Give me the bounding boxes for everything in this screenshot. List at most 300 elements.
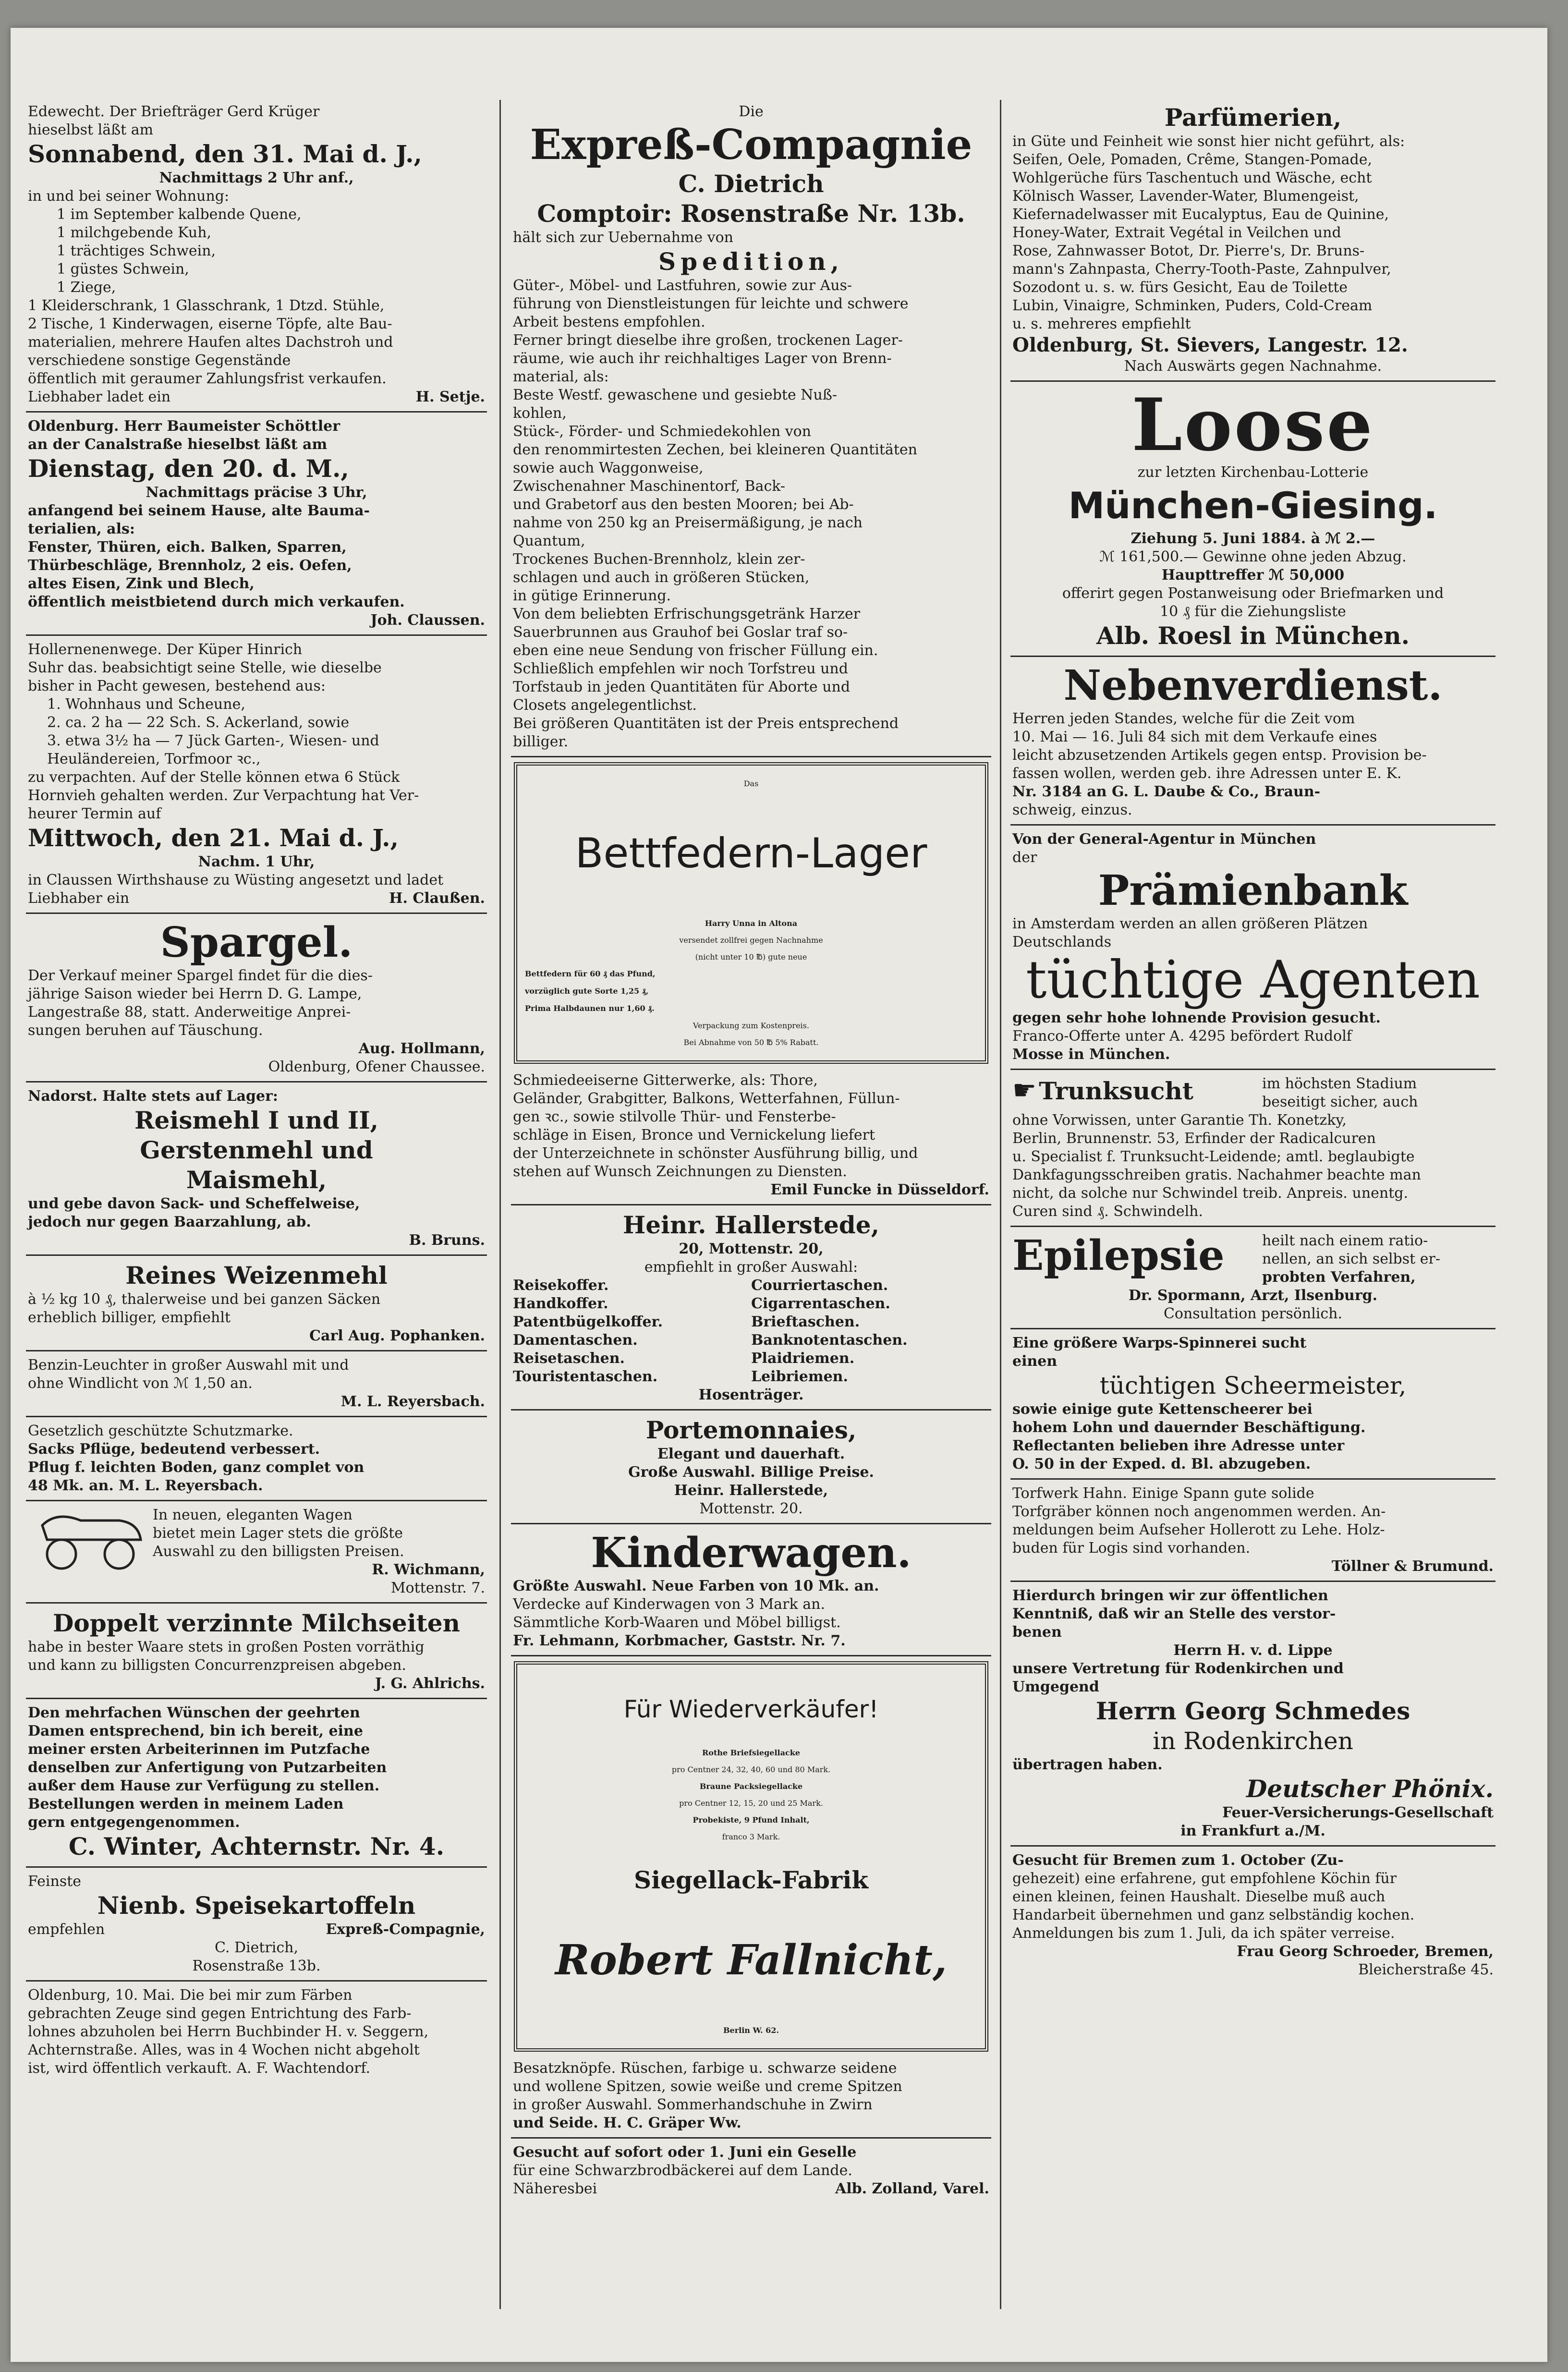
ad-line: in Güte und Feinheit wie sonst hier nicht geführt, als: xyxy=(1012,133,1405,150)
ad-line: Berlin, Brunnenstr. 53, Erfinder der Radicalcuren xyxy=(1012,1130,1376,1147)
ad-hallerstede xyxy=(511,1207,991,1411)
ad-line: zu verpachten. Auf der Stelle können etwa 6 Stück xyxy=(28,769,400,786)
ad-item: Heuländereien, Torfmoor ꝛc., xyxy=(47,751,261,767)
ad-item: Leibriemen. xyxy=(751,1368,848,1385)
ad-line: eben eine neue Sendung von frischer Füllung ein. xyxy=(513,642,878,659)
ad-edewecht xyxy=(26,100,487,413)
ad-line: nahme von 250 kg an Preisermäßigung, je nach xyxy=(513,514,863,531)
ad-express-compagnie xyxy=(511,100,991,757)
ad-line: ℳ 161,500.— Gewinne ohne jeden Abzug. xyxy=(1099,548,1407,565)
ad-line: und kann zu billigsten Concurrenzpreisen abgeben. xyxy=(28,1657,406,1674)
ad-line: Franco-Offerte unter A. 4295 befördert Rudolf xyxy=(1012,1028,1352,1045)
ad-line: Nachmittags präcise 3 Uhr, xyxy=(146,484,367,501)
ad-line: Der Verkauf meiner Spargel findet für die dies- xyxy=(28,967,373,984)
ad-item: 2. ca. 2 ha — 22 Sch. S. Ackerland, sowie xyxy=(47,714,350,731)
ad-title: Expreß-Compagnie xyxy=(530,121,972,169)
ad-line: hieselbst läßt am xyxy=(28,122,154,138)
ad-line: material, als: xyxy=(513,368,609,385)
ad-line: Bestellungen werden in meinem Laden xyxy=(28,1796,344,1812)
ad-line: heilt nach einem ratio- xyxy=(1262,1232,1428,1249)
ad-line: Sozodont u. s. w. fürs Gesicht, Eau de Toilette xyxy=(1012,279,1348,296)
ad-scheermeister xyxy=(1010,1331,1495,1480)
ad-line: Wohlgerüche fürs Taschentuch und Wäsche, echt xyxy=(1012,170,1372,186)
ad-line: in Rodenkirchen xyxy=(1153,1727,1353,1755)
ad-line: mann's Zahnpasta, Cherry-Tooth-Paste, Zahnpulver, xyxy=(1012,261,1391,278)
ad-line: Deutschlands xyxy=(1012,934,1112,950)
ad-item-list xyxy=(513,1277,751,1386)
ad-line: Ziehung 5. Juni 1884. à ℳ 2.— xyxy=(1130,530,1375,547)
ad-line: Rosenstraße 13b. xyxy=(192,1958,321,1974)
ad-line: Kölnisch Wasser, Lavender-Water, Blumengeist, xyxy=(1012,188,1359,205)
ad-signature: Carl Aug. Pophanken. xyxy=(309,1327,485,1344)
ad-item: Reisetaschen. xyxy=(513,1350,625,1367)
ad-graeper xyxy=(511,2056,991,2139)
ad-line: Arbeit bestens empfohlen. xyxy=(513,314,705,330)
column-rule xyxy=(1000,100,1001,2309)
ad-trunksucht-head-text xyxy=(1262,1075,1494,1111)
ad-title: Kinderwagen. xyxy=(591,1529,912,1577)
ad-item: Touristentaschen. xyxy=(513,1368,658,1385)
ad-gitterwerke xyxy=(511,1069,991,1205)
ad-torfwerk xyxy=(1010,1482,1495,1582)
ad-spargel xyxy=(26,916,487,1083)
ad-line: gebrachten Zeuge sind gegen Entrichtung des Farb- xyxy=(28,2005,412,2022)
newspaper-page xyxy=(11,28,1547,2362)
ad-signature: Expreß-Compagnie, xyxy=(326,1921,485,1938)
ad-line: Honey-Water, Extrait Vegétal in Veilchen und xyxy=(1012,224,1341,241)
ad-line: sowie auch Waggonweise, xyxy=(513,460,704,476)
ad-line: ohne Windlicht von ℳ 1,50 an. xyxy=(28,1375,253,1392)
ad-line: empfehlen xyxy=(28,1921,105,1938)
ad-line: 48 Mk. an. M. L. Reyersbach. xyxy=(28,1477,263,1494)
ad-line: Umgegend xyxy=(1012,1679,1099,1695)
ad-line: Haupttreffer ℳ 50,000 xyxy=(1161,567,1345,584)
ad-line: übertragen haben. xyxy=(1012,1756,1163,1773)
ad-line: Sauerbrunnen aus Grauhof bei Goslar traf so- xyxy=(513,624,848,641)
ad-portemonnaies xyxy=(511,1412,991,1524)
column-rule xyxy=(499,100,501,2309)
ad-item: Gerstenmehl und xyxy=(140,1136,373,1164)
ad-line: 1 Kleiderschrank, 1 Glasschrank, 1 Dtzd. Stühle, xyxy=(28,297,385,314)
ad-line: räume, wie auch ihr reichhaltiges Lager von Brenn- xyxy=(513,350,892,367)
ad-line: anfangend bei seinem Hause, alte Bauma- xyxy=(28,502,370,519)
ad-line: Mottenstr. 20. xyxy=(699,1500,803,1517)
ad-line: Torfgräber können noch angenommen werden. An- xyxy=(1012,1503,1386,1520)
ad-signature: Dr. Spormann, Arzt, Ilsenburg. xyxy=(1128,1287,1378,1304)
ad-line: verschiedene sonstige Gegenstände xyxy=(28,352,291,369)
ad-line: heurer Termin auf xyxy=(28,805,161,822)
ad-line: probten Verfahren, xyxy=(1262,1269,1416,1286)
ad-title: Spargel. xyxy=(160,918,353,967)
ad-line: Gesetzlich geschützte Schutzmarke. xyxy=(28,1423,293,1439)
ad-line: Bettfedern für 60 ₰ das Pfund, xyxy=(525,969,656,978)
ad-line: leicht abzusetzenden Artikels gegen entsp. Provision be- xyxy=(1012,747,1427,764)
ad-address: Comptoir: Rosenstraße Nr. 13b. xyxy=(537,199,965,228)
ad-signature-row xyxy=(28,889,485,908)
ad-line: Feinste xyxy=(28,1873,82,1890)
ad-title: Loose xyxy=(1131,383,1374,467)
ad-schoettler xyxy=(26,414,487,636)
ad-wagen-layout xyxy=(28,1506,485,1597)
ad-line: Liebhaber ladet ein xyxy=(28,389,171,405)
ad-line: gern entgegengenommen. xyxy=(28,1814,240,1831)
ad-signature-row xyxy=(28,1921,485,1939)
ad-line: außer dem Hause zur Verfügung zu stellen. xyxy=(28,1777,380,1794)
ad-line: Geländer, Grabgitter, Balkons, Wetterfahnen, Füllun- xyxy=(513,1090,900,1107)
ad-signature: Oldenburg, St. Sievers, Langestr. 12. xyxy=(1012,334,1408,356)
ad-line: einen kleinen, feinen Haushalt. Dieselbe muß auch xyxy=(1012,1888,1386,1905)
ad-line: schläge in Eisen, Bronce und Vernickelung liefert xyxy=(513,1127,875,1143)
ad-line: Hollernenenwege. Der Küper Hinrich xyxy=(28,641,303,658)
ad-line: altes Eisen, Zink und Blech, xyxy=(28,575,255,592)
ad-line: führung von Dienstleistungen für leichte und schwere xyxy=(513,295,909,312)
ad-line: und Seide. H. C. Gräper Ww. xyxy=(513,2115,741,2131)
ad-line: Rothe Briefsiegellacke xyxy=(702,1748,800,1757)
ad-line: Pflug f. leichten Boden, ganz complet von xyxy=(28,1459,365,1476)
ad-line: vorzüglich gute Sorte 1,25 ₰, xyxy=(525,986,649,996)
ad-line: gegen sehr hohe lohnende Provision gesucht. xyxy=(1012,1010,1381,1026)
ad-wagen-text xyxy=(153,1506,485,1597)
ad-line: Consultation persönlich. xyxy=(1163,1305,1343,1322)
ad-bettfedern-lager xyxy=(514,762,988,1064)
ad-time: Nachm. 1 Uhr, xyxy=(198,853,315,870)
ad-hollernenen xyxy=(26,638,487,914)
ad-signature: Frau Georg Schroeder, Bremen, xyxy=(1237,1943,1494,1960)
ad-line: unsere Vertretung für Rodenkirchen und xyxy=(1012,1660,1344,1677)
ad-line: im höchsten Stadium xyxy=(1262,1075,1417,1092)
ad-item: 3. etwa 3½ ha — 7 Jück Garten-, Wiesen- und xyxy=(47,732,379,749)
ad-line: u. s. mehreres empfiehlt xyxy=(1012,316,1191,332)
ad-line: bisher in Pacht gewesen, bestehend aus: xyxy=(28,678,326,694)
ad-item-columns xyxy=(513,1277,989,1386)
ad-line: pro Centner 12, 15, 20 und 25 Mark. xyxy=(679,1799,823,1808)
ad-line: Verdecke auf Kinderwagen von 3 Mark an. xyxy=(513,1596,825,1613)
ad-line: Hierdurch bringen wir zur öffentlichen xyxy=(1012,1587,1328,1604)
ad-line: Handarbeit übernehmen und ganz selbständig kochen. xyxy=(1012,1907,1415,1923)
ad-line: Seifen, Oele, Pomaden, Crême, Stangen-Pomade, xyxy=(1012,151,1373,168)
ad-line: Größte Auswahl. Neue Farben von 10 Mk. an. xyxy=(513,1578,879,1594)
ad-line: Nr. 3184 an G. L. Daube & Co., Braun- xyxy=(1012,783,1321,800)
ad-line: Schmiedeeiserne Gitterwerke, als: Thore, xyxy=(513,1072,818,1089)
ad-line: Oldenburg, 10. Mai. Die bei mir zum Färben xyxy=(28,1987,352,2004)
ad-line: in Amsterdam werden an allen größeren Plätzen xyxy=(1012,915,1368,932)
ad-item: 1. Wohnhaus und Scheune, xyxy=(47,696,245,713)
ad-line: Das xyxy=(743,779,759,788)
ad-loose xyxy=(1010,384,1495,657)
ad-line: Sacks Pflüge, bedeutend verbessert. xyxy=(28,1441,320,1458)
ad-line: Torfstaub in jeden Quantitäten für Aborte und xyxy=(513,679,851,695)
ad-line: Lubin, Vinaigre, Schminken, Puders, Cold-Cream xyxy=(1012,297,1373,314)
ad-line: sowie einige gute Kettenscheerer bei xyxy=(1012,1401,1313,1418)
ad-heading: Spedition, xyxy=(658,247,844,276)
ad-line: Quantum, xyxy=(513,533,585,549)
ad-line: Prima Halbdaunen nur 1,60 ₰. xyxy=(525,1004,655,1013)
ad-line: offerirt gegen Postanweisung oder Briefmarken und xyxy=(1062,585,1444,602)
ad-line: Mottenstr. 7. xyxy=(390,1580,485,1596)
ad-line: Benzin-Leuchter in großer Auswahl mit und xyxy=(28,1357,349,1374)
ad-line: hält sich zur Uebernahme von xyxy=(513,229,733,246)
column-right xyxy=(1010,100,1495,2352)
ad-line: Von der General-Agentur in München xyxy=(1012,831,1316,848)
ad-line: für eine Schwarzbrodbäckerei auf dem Lande. xyxy=(513,2162,852,2179)
ad-line: à ½ kg 10 ₰, thalerweise und bei ganzen Säcken xyxy=(28,1291,381,1308)
ad-heading: tüchtige Agenten xyxy=(1026,950,1480,1010)
ad-signature: Emil Funcke in Düsseldorf. xyxy=(770,1181,989,1198)
ad-line: In neuen, eleganten Wagen xyxy=(153,1507,352,1523)
ad-line: in gütige Erinnerung. xyxy=(513,587,671,604)
ad-line: terialien, als: xyxy=(28,521,135,537)
ad-item: Reisekoffer. xyxy=(513,1277,609,1294)
ad-line: einen xyxy=(1012,1353,1057,1370)
ad-title: Reines Weizenmehl xyxy=(125,1261,388,1289)
ad-praemienbank xyxy=(1010,827,1495,1070)
ad-kinderwagen xyxy=(511,1526,991,1656)
ad-line: meiner ersten Arbeiterinnen im Putzfache xyxy=(28,1741,370,1758)
ad-signature: Deutscher Phönix. xyxy=(1246,1775,1494,1803)
ad-line: nicht, da solche nur Schwindel treib. Anpreis. unentg. xyxy=(1012,1185,1409,1202)
ad-line: bietet mein Lager stets die größte xyxy=(153,1525,403,1542)
ad-line: Trockenes Buchen-Brennholz, klein zer- xyxy=(513,551,805,568)
ad-line: schweig, einzus. xyxy=(1012,802,1132,818)
ad-line: gehezeit) eine erfahrene, gut empfohlene Köchin für xyxy=(1012,1870,1397,1887)
ad-line: der xyxy=(1012,849,1037,866)
ad-line: 2 Tische, 1 Kinderwagen, eiserne Töpfe, alte Bau- xyxy=(28,316,392,332)
ad-line: Besatzknöpfe. Rüschen, farbige u. schwarze seidene xyxy=(513,2060,897,2077)
ad-line: jedoch nur gegen Baarzahlung, ab. xyxy=(28,1214,311,1230)
ad-line: Dankfagungsschreiben gratis. Nachahmer beachte man xyxy=(1012,1167,1421,1183)
ad-item: Plaidriemen. xyxy=(751,1350,855,1367)
ad-line: Ferner bringt dieselbe ihre großen, trockenen Lager- xyxy=(513,332,903,349)
ad-address: 20, Mottenstr. 20, xyxy=(679,1241,824,1257)
ad-item: Brieftaschen. xyxy=(751,1314,860,1330)
ad-line: Siegellack-Fabrik xyxy=(634,1866,868,1894)
ad-siegellack xyxy=(514,1661,988,2052)
ad-item: 1 Ziege, xyxy=(57,279,116,296)
ad-line: Herren jeden Standes, welche für die Zeit vom xyxy=(1012,710,1355,727)
ad-trunksucht-title-group xyxy=(1012,1075,1262,1111)
ad-line: nellen, an sich selbst er- xyxy=(1262,1251,1440,1267)
ad-line: 10 ₰ für die Ziehungsliste xyxy=(1160,603,1346,620)
ad-line: billiger. xyxy=(513,733,569,750)
ad-line: und wollene Spitzen, sowie weiße und creme Spitzen xyxy=(513,2078,902,2095)
ad-line: 10. Mai — 16. Juli 84 sich mit dem Verkaufe eines xyxy=(1012,729,1377,745)
ad-line: benen xyxy=(1012,1624,1062,1641)
ad-line: Damen entsprechend, bin ich bereit, eine xyxy=(28,1723,363,1739)
ad-weizenmehl xyxy=(26,1258,487,1351)
ad-line: Oldenburg, Ofener Chaussee. xyxy=(268,1058,485,1075)
ad-line: Güter-, Möbel- und Lastfuhren, sowie zur Aus- xyxy=(513,277,852,294)
ad-line: Herrn H. v. d. Lippe xyxy=(1173,1642,1333,1659)
ad-line: pro Centner 24, 32, 40, 60 und 80 Mark. xyxy=(671,1765,831,1774)
ad-line: Bleicherstraße 45. xyxy=(1358,1961,1494,1978)
ad-line: Stück-, Förder- und Schmiedekohlen von xyxy=(513,423,812,440)
ad-line: Suhr das. beabsichtigt seine Stelle, wie dieselbe xyxy=(28,659,382,676)
ad-epilepsie-layout xyxy=(1012,1232,1494,1287)
ad-line: Elegant und dauerhaft. xyxy=(657,1446,845,1462)
ad-item: Handkoffer. xyxy=(513,1295,608,1312)
ad-line: ist, wird öffentlich verkauft. A. F. Wachtendorf. xyxy=(28,2060,370,2077)
ad-line: Den mehrfachen Wünschen der geehrten xyxy=(28,1704,360,1721)
ad-item: 1 im September kalbende Quene, xyxy=(57,206,302,223)
ad-winter xyxy=(26,1701,487,1868)
ad-title: Bettfedern-Lager xyxy=(575,829,927,877)
ad-title: Parfümerien, xyxy=(1164,103,1342,132)
ad-item: 1 trächtiges Schwein, xyxy=(57,243,216,259)
ad-line: Braune Packsiegellacke xyxy=(699,1782,803,1791)
ad-title: Nienb. Speisekartoffeln xyxy=(97,1891,416,1920)
ad-line: empfiehlt in großer Auswahl: xyxy=(644,1259,858,1276)
ad-item: Courriertaschen. xyxy=(751,1277,888,1294)
ad-signature: B. Bruns. xyxy=(409,1232,485,1249)
ad-parfuemerien xyxy=(1010,100,1495,382)
ad-line: habe in bester Waare stets in großen Posten vorräthig xyxy=(28,1639,425,1655)
ad-address: Berlin W. 62. xyxy=(723,2026,779,2035)
ad-line: in Frankfurt a./M. xyxy=(1180,1823,1325,1839)
ad-line: Sämmtliche Korb-Waaren und Möbel billigst. xyxy=(513,1614,841,1631)
ad-signature: H. Claußen. xyxy=(389,890,485,907)
ad-wagen xyxy=(26,1503,487,1604)
ad-title: tüchtigen Scheermeister, xyxy=(1099,1372,1407,1399)
ad-line: stehen auf Wunsch Zeichnungen zu Diensten. xyxy=(513,1163,847,1180)
ad-title: Prämienbank xyxy=(1098,866,1408,915)
ad-line: C. Dietrich, xyxy=(214,1939,298,1956)
ad-line: versendet zollfrei gegen Nachnahme xyxy=(679,936,823,945)
ad-line: Auswahl zu den billigsten Preisen. xyxy=(153,1543,404,1560)
ad-line: Probekiste, 9 Pfund Inhalt, xyxy=(693,1815,810,1825)
ad-line: Kiefernadelwasser mit Eucalyptus, Eau de Quinine, xyxy=(1012,206,1389,223)
ad-line: Thürbeschläge, Brennholz, 2 eis. Oefen, xyxy=(28,557,352,574)
ad-item-list xyxy=(28,206,485,297)
ad-reismehl xyxy=(26,1084,487,1256)
ad-line: Bei größeren Quantitäten ist der Preis entsprechend xyxy=(513,715,899,732)
ad-item: Damentaschen. xyxy=(513,1332,638,1349)
ad-line: Verpackung zum Kostenpreis. xyxy=(693,1021,809,1030)
ad-item: Reismehl I und II, xyxy=(134,1106,379,1134)
ad-time: Nachmittags 2 Uhr anf., xyxy=(159,170,354,186)
ad-signature: Joh. Claussen. xyxy=(370,612,485,629)
ad-line: Achternstraße. Alles, was in 4 Wochen nicht abgeholt xyxy=(28,2042,420,2058)
ad-line: beseitigt sicher, auch xyxy=(1262,1094,1418,1110)
ad-line: materialien, mehrere Haufen altes Dachstroh und xyxy=(28,334,393,351)
ad-line: buden für Logis sind vorhanden. xyxy=(1012,1540,1251,1557)
ad-line: jährige Saison wieder bei Herrn D. G. Lampe, xyxy=(28,985,362,1002)
ad-line: Torfwerk Hahn. Einige Spann gute solide xyxy=(1012,1485,1314,1502)
ad-line: an der Canalstraße hieselbst läßt am xyxy=(28,436,328,453)
ad-trunksucht xyxy=(1010,1072,1495,1227)
ad-line: Mosse in München. xyxy=(1012,1046,1170,1063)
ad-line: Langestraße 88, statt. Anderweitige Anprei- xyxy=(28,1004,351,1021)
ad-line: kohlen, xyxy=(513,405,567,422)
ad-pflug xyxy=(26,1419,487,1501)
ad-line: gen ꝛc., sowie stilvolle Thür- und Fensterbe- xyxy=(513,1108,836,1125)
ad-item: Patentbügelkoffer. xyxy=(513,1314,663,1330)
ad-date: Mittwoch, den 21. Mai d. J., xyxy=(28,824,399,852)
ad-item-list xyxy=(751,1277,989,1386)
ad-line: u. Specialist f. Trunksucht-Leidende; amtl. beglaubigte xyxy=(1012,1148,1415,1165)
ad-name: Herrn Georg Schmedes xyxy=(1095,1697,1410,1725)
ad-line: Zwischenahner Maschinentorf, Back- xyxy=(513,478,786,495)
ad-koechin xyxy=(1010,1849,1495,1984)
ad-line: Hornvieh gehalten werden. Zur Verpachtung hat Ver- xyxy=(28,787,419,804)
ad-line: Bei Abnahme von 50 ℔ 5% Rabatt. xyxy=(683,1038,819,1047)
ad-line: sungen beruhen auf Täuschung. xyxy=(28,1022,263,1039)
ad-line: den renommirtesten Zechen, bei kleineren Quantitäten xyxy=(513,441,917,458)
ad-item: Cigarrentaschen. xyxy=(751,1295,890,1312)
ad-nebenverdienst xyxy=(1010,659,1495,826)
ad-line: Rose, Zahnwasser Botot, Dr. Pierre's, Dr. Bruns- xyxy=(1012,243,1365,259)
ad-line: O. 50 in der Exped. d. Bl. abzugeben. xyxy=(1012,1456,1311,1472)
ad-city: München-Giesing. xyxy=(1068,484,1438,527)
ad-line: Harry Unna in Altona xyxy=(705,919,798,928)
ad-signature-row xyxy=(28,388,485,406)
ad-line: Eine größere Warps-Spinnerei sucht xyxy=(1012,1335,1307,1351)
ad-name: C. Dietrich xyxy=(678,170,824,198)
ad-epilepsie-title-box xyxy=(1012,1232,1262,1287)
ad-item: 1 milchgebende Kuh, xyxy=(57,224,212,241)
ad-line: Beste Westf. gewaschene und gesiebte Nuß- xyxy=(513,387,838,403)
ad-signature: Alb. Zolland, Varel. xyxy=(835,2180,989,2197)
ad-line: Fenster, Thüren, eich. Balken, Sparren, xyxy=(28,539,347,556)
ad-line: fassen wollen, werden geb. ihre Adressen unter E. K. xyxy=(1012,765,1402,782)
ad-waechtendorf xyxy=(26,1983,487,2082)
ad-item: Hosenträger. xyxy=(698,1387,804,1403)
ad-date: Dienstag, den 20. d. M., xyxy=(28,454,349,483)
ad-line: in und bei seiner Wohnung: xyxy=(28,188,230,205)
ad-title: Nebenverdienst. xyxy=(1063,661,1443,710)
column-middle xyxy=(511,100,991,2352)
ad-signature: J. G. Ahlrichs. xyxy=(375,1675,485,1692)
ad-epilepsie xyxy=(1010,1229,1495,1329)
ad-signature: C. Winter, Achternstr. Nr. 4. xyxy=(68,1832,445,1861)
ad-item: 1 güstes Schwein, xyxy=(57,261,189,278)
carriage-icon xyxy=(28,1506,153,1597)
ad-line: Von dem beliebten Erfrischungsgetränk Harzer xyxy=(513,606,861,622)
ad-line: franco 3 Mark. xyxy=(722,1832,780,1841)
ad-line: Die xyxy=(739,103,764,120)
ad-line: lohnes abzuholen bei Herrn Buchbinder H. v. Seggern, xyxy=(28,2023,429,2040)
ad-signature: H. Setje. xyxy=(415,389,485,405)
ad-line: denselben zur Anfertigung von Putzarbeiten xyxy=(28,1759,387,1776)
ad-line: Heinr. Hallerstede, xyxy=(674,1482,828,1499)
ad-title: Trunksucht xyxy=(1039,1077,1193,1105)
ad-line: meldungen beim Aufseher Hollerott zu Lehe. Holz- xyxy=(1012,1521,1385,1538)
ad-signature: Töllner & Brumund. xyxy=(1331,1558,1494,1575)
ad-line: (nicht unter 10 ℔) gute neue xyxy=(695,952,807,961)
ad-line: Closets angelegentlichst. xyxy=(513,697,697,714)
ad-item: Banknotentaschen. xyxy=(751,1332,908,1349)
ad-signature-row xyxy=(513,2180,989,2198)
ad-line: öffentlich meistbietend durch mich verkaufen. xyxy=(28,594,405,610)
pointing-hand-icon: ☛ xyxy=(1012,1075,1037,1106)
ad-line: Schließlich empfehlen wir noch Torfstreu und xyxy=(513,660,848,677)
ad-line: Gesucht auf sofort oder 1. Juni ein Geselle xyxy=(513,2144,857,2161)
ad-line: Nach Auswärts gegen Nachnahme. xyxy=(1124,358,1382,375)
ad-line: in Claussen Wirthshause zu Wüsting angesetzt und ladet xyxy=(28,872,444,888)
ad-signature: Fr. Lehmann, Korbmacher, Gaststr. Nr. 7. xyxy=(513,1632,846,1649)
column-left xyxy=(26,100,487,2352)
ad-title: Doppelt verzinnte Milchseiten xyxy=(53,1609,460,1637)
ad-signature: Alb. Roesl in München. xyxy=(1096,621,1410,650)
ad-line: öffentlich mit geraumer Zahlungsfrist verkaufen. xyxy=(28,370,387,387)
ad-title: Portemonnaies, xyxy=(645,1416,857,1444)
ad-deutscher-phoenix xyxy=(1010,1584,1495,1847)
ad-epilepsie-text xyxy=(1262,1232,1494,1287)
ad-signature: M. L. Reyersbach. xyxy=(340,1393,485,1410)
ad-signature: Aug. Hollmann, xyxy=(358,1040,485,1057)
ad-line: erheblich billiger, empfiehlt xyxy=(28,1309,231,1326)
ad-line: Näheresbei xyxy=(513,2180,597,2197)
ad-line: Große Auswahl. Billige Preise. xyxy=(628,1464,874,1481)
